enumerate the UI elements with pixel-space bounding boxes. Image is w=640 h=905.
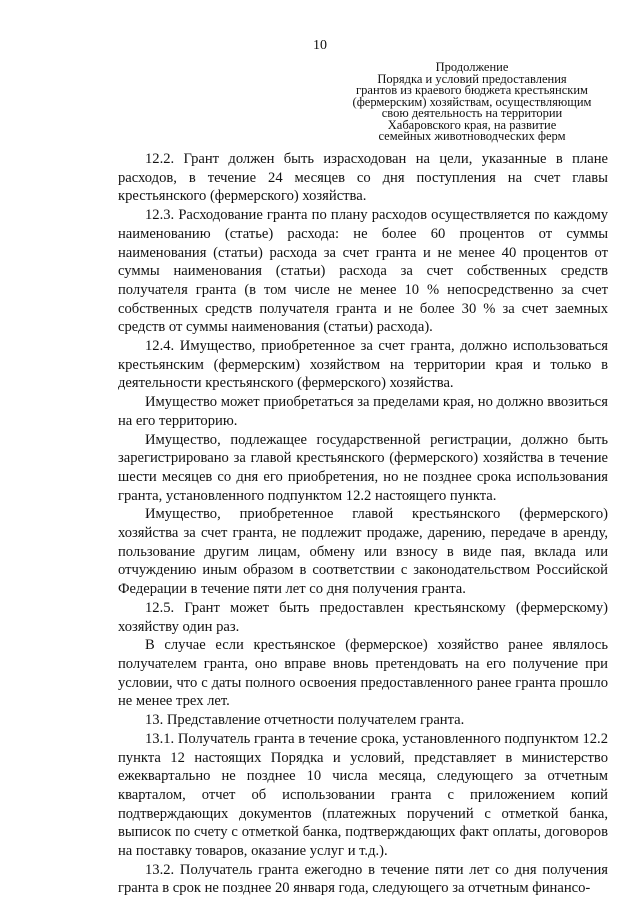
continuation-header: [352, 62, 592, 143]
paragraph-12-2: 12.2. Грант должен быть израсходован на цели, указанные в плане расходов, в течение 24 месяцев со дня поступления на счет главы крестьянского (фермерского) хозяйства.: [118, 151, 608, 205]
paragraph-12-4: 12.4. Имущество, приобретенное за счет гранта, должно использоваться крестьянским (фермерским) хозяйством на территории края и только в деятельности крестьянского (фермерского) хозяйства.: [118, 338, 608, 392]
page-number: 10: [313, 38, 327, 53]
paragraph-property-registration: Имущество, подлежащее государственной регистрации, должно быть зарегистрировано за главой крестьянского (фермерского) хозяйства в течение шести месяцев со дня его приобретения, но не позднее срока использования гранта, установленного подпунктом 12.2 настоящего пункта.: [118, 431, 608, 504]
paragraph-13: 13. Представление отчетности получателем гранта.: [145, 712, 465, 729]
header-line: семейных животноводческих ферм: [378, 129, 566, 143]
paragraph-property-import: Имущество может приобретаться за пределами края, но должно ввозиться на его территорию.: [118, 394, 608, 429]
paragraph-13-1: 13.1. Получатель гранта в течение срока, установленного подпунктом 12.2 пункта 12 настоящих Порядка и условий, представляет в министерство ежеквартально не позднее 10 числа месяца, следующего за отчетным кварталом, отчет об использовании гранта с приложением копий подтверждающих документов (платежных поручений с отметкой банка, выписок по счету с отметкой банка, подтверждающих факт оплаты, договоров на поставку товаров, оказание услуг и т.д.).: [118, 730, 608, 860]
header-line: свою деятельность на территории: [381, 106, 563, 120]
header-line: (фермерским) хозяйствам, осуществляющим: [352, 94, 592, 109]
paragraph-13-2: 13.2. Получатель гранта ежегодно в течение пяти лет со дня получения гранта в срок не позднее 20 января года, следующего за отчетным финансо-: [118, 861, 608, 897]
header-line: Порядка и условий предоставления: [377, 71, 567, 86]
paragraph-12-3: 12.3. Расходование гранта по плану расходов осуществляется по каждому наименованию (статье) расхода: не более 60 процентов от суммы наименования (статьи) расхода за счет гранта и не менее 40 процентов от суммы наименования (статьи) расхода за счет собственных средств получателя гранта (в том числе не менее 10 % непосредственно за счет собственных средств получателя гранта и не более 30 % за счет заемных средств от суммы наименования (статьи) расхода).: [118, 207, 608, 336]
body-text: [118, 150, 608, 898]
header-line: Продолжение: [435, 60, 509, 74]
paragraph-property-restrictions: Имущество, приобретенное главой крестьянского (фермерского) хозяйства за счет гранта, не подлежит продаже, дарению, передаче в аренду, пользование другим лицам, обмену или взносу в виде пая, вклада или отчуждению иным образом в соответствии с законодательством Российской Федерации в течение пяти лет со дня получения гранта.: [118, 506, 608, 598]
paragraph-repeat-grant: В случае если крестьянское (фермерское) хозяйство ранее являлось получателем гранта, оно вправе вновь претендовать на его получение при условии, что с даты полного освоения предоставленного ранее гранта прошло не менее трех лет.: [118, 637, 608, 710]
paragraph-12-5: 12.5. Грант может быть предоставлен крестьянскому (фермерскому) хозяйству один раз.: [118, 599, 608, 635]
header-line: Хабаровского края, на развитие: [387, 117, 557, 132]
header-line: грантов из краевого бюджета крестьянским: [356, 83, 588, 97]
